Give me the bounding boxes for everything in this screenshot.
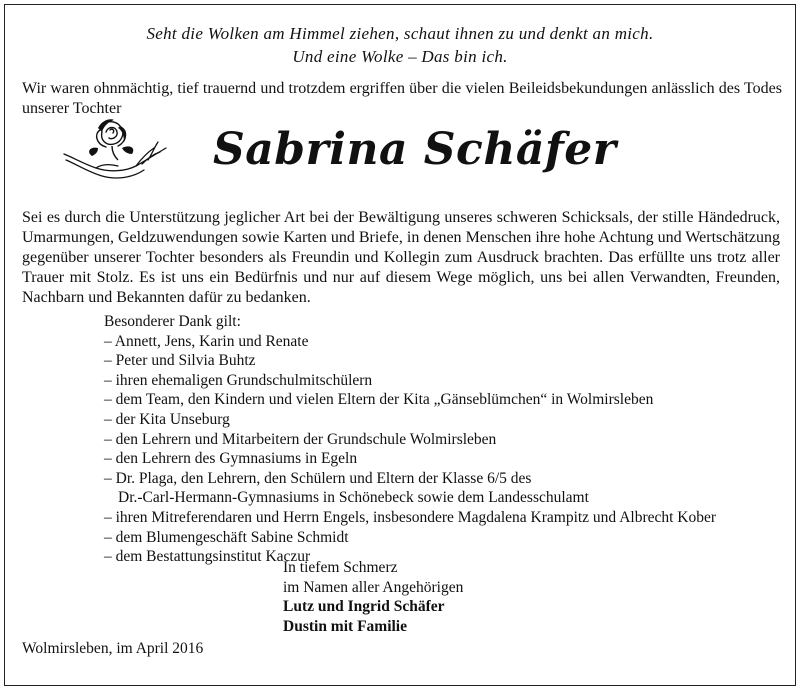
list-item: – Peter und Silvia Buhtz [104, 352, 256, 370]
family-name-2: Dustin mit Familie [283, 617, 407, 635]
family-name-1: Lutz und Ingrid Schäfer [283, 598, 445, 616]
poem-line-2: Und eine Wolke – Das bin ich. [292, 47, 508, 66]
signature-line-1: In tiefem Schmerz [283, 559, 398, 576]
signature-line-2: im Namen aller Angehörigen [283, 578, 464, 596]
deceased-name: Sabrina Schäfer [213, 124, 617, 175]
thanks-heading: Besonderer Dank gilt: [104, 313, 241, 330]
list-item: – ihren ehemaligen Grundschulmitschülern [104, 371, 373, 389]
poem-line-1: Seht die Wolken am Himmel ziehen, schaut ihnen zu und denkt an mich. [146, 24, 654, 43]
list-item: – dem Bestattungsinstitut Kaczur [104, 548, 311, 566]
special-thanks-list [104, 312, 784, 567]
list-item: – den Lehrern des Gymnasiums in Egeln [104, 450, 358, 468]
list-item: – ihren Mitreferendaren und Herrn Engels, insbesondere Magdalena Krampitz und Albrecht Kober [104, 508, 717, 526]
intro-text: Wir waren ohnmächtig, tief trauernd und trotzdem ergriffen über die vielen Beileidsbekundungen anlässlich des Todes unserer Tochter [22, 80, 782, 117]
signature-block [283, 558, 463, 636]
place-date: Wolmirsleben, im April 2016 [22, 640, 204, 657]
thanks-paragraph: Sei es durch die Unterstützung jeglicher Art bei der Bewältigung unseres schweren Schicksals, der stille Händedruck, Umarmungen, Geldzuwendungen sowie Karten und Briefe, in denen Menschen ihre hohe Achtung und Wertschätzung gegenüber unserer Tochter besonders als Freundin und Kollegin zum Ausdruck brachten. Das erfüllte uns trotz aller Trauer mit Stolz. Es ist uns ein Bedürfnis und nur auf diesem Wege möglich, uns bei allen Verwandten, Freunden, Nachbarn und Bekannten dafür zu bedanken. [22, 209, 780, 306]
list-item: – Dr. Plaga, den Lehrern, den Schülern und Eltern der Klasse 6/5 des [104, 469, 532, 487]
list-item-continuation: Dr.-Carl-Hermann-Gymnasiums in Schönebeck sowie dem Landesschulamt [118, 489, 589, 507]
poem-quote [0, 22, 800, 68]
list-item: – dem Team, den Kindern und vielen Eltern der Kita „Gänseblümchen“ in Wolmirsleben [104, 391, 654, 409]
list-item: – Annett, Jens, Karin und Renate [104, 332, 309, 350]
list-item: – dem Blumengeschäft Sabine Schmidt [104, 528, 349, 546]
rose-in-hands-icon [62, 118, 170, 184]
list-item: – den Lehrern und Mitarbeitern der Grundschule Wolmirsleben [104, 430, 497, 448]
list-item: – der Kita Unseburg [104, 410, 230, 428]
